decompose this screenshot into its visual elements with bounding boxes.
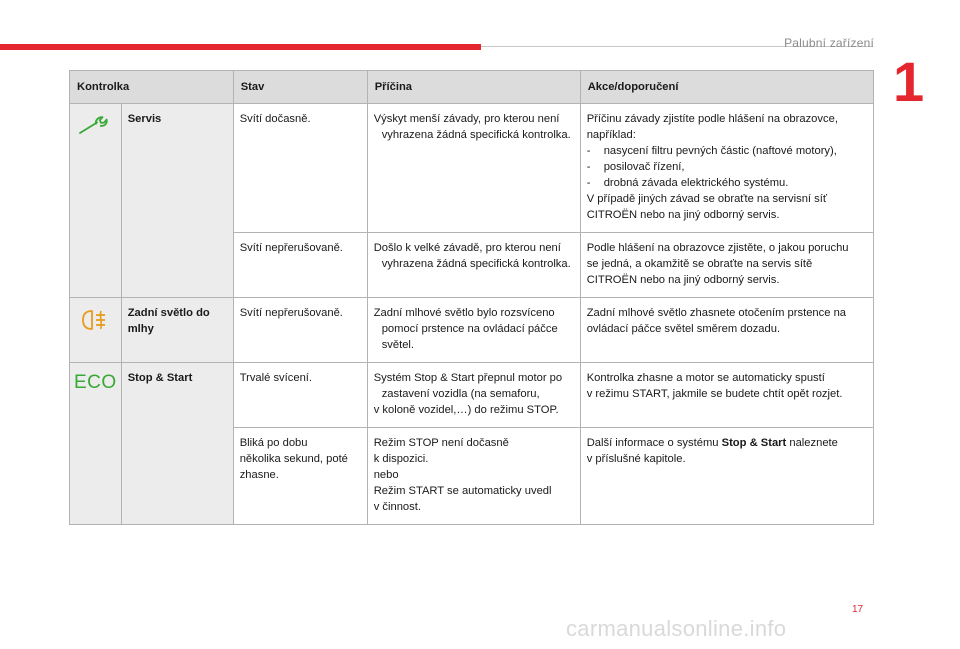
- stop-stav-2-line1: Bliká po dobu: [239, 437, 308, 449]
- stop-pricina-1-line1: Systém Stop & Start přepnul motor po zastavení vozidla (na semaforu,: [373, 372, 563, 400]
- servis-pricina-1-text: Výskyt menší závady, pro kterou není vyhrazena žádná specifická kontrolka.: [373, 113, 571, 141]
- col-header-pricina: Příčina: [367, 71, 580, 104]
- stop-akce-2-line1: [587, 435, 867, 451]
- servis-akce-intro: Příčinu závady zjistíte podle hlášení na obrazovce, například:: [586, 113, 838, 141]
- fog-pricina-text: Zadní mlhové světlo bylo rozsvíceno pomocí prstence na ovládací páčce světel.: [373, 307, 558, 351]
- servis-name: Servis: [121, 104, 233, 298]
- servis-pricina-1: [367, 104, 580, 233]
- stop-name: Stop & Start: [121, 363, 233, 525]
- stop-akce-1-line2: v režimu START, jakmile se budete chtít opět rozjet.: [586, 388, 843, 400]
- servis-akce-2-line3: CITROËN nebo na jiný odborný servis.: [586, 274, 780, 286]
- stop-pricina-2-line4: Režim START se automaticky uvedl: [373, 485, 552, 497]
- list-item: - nasycení filtru pevných částic (naftové motory),: [586, 145, 837, 157]
- stop-akce-1: [580, 363, 873, 428]
- col-header-stav: Stav: [233, 71, 367, 104]
- stop-pricina-1-line2: v koloně vozidel,…) do režimu STOP.: [373, 404, 559, 416]
- servis-bullet-1: nasycení filtru pevných částic (naftové motory),: [603, 145, 837, 157]
- stop-stav-2: [233, 428, 367, 525]
- stop-akce-2: [580, 428, 873, 525]
- wrench-icon: [77, 114, 113, 136]
- chapter-number: 1: [893, 50, 925, 113]
- fog-akce-line2: ovládací páčce světel směrem dozadu.: [586, 323, 781, 335]
- stop-akce-1-line1: Kontrolka zhasne a motor se automaticky spustí: [586, 372, 825, 384]
- page-number: 17: [852, 604, 864, 615]
- list-item: - posilovač řízení,: [586, 161, 685, 173]
- table-row: [70, 104, 874, 233]
- col-header-akce: Akce/doporučení: [580, 71, 873, 104]
- table-row: [70, 298, 874, 363]
- fog-stav: Svítí nepřerušovaně.: [233, 298, 367, 363]
- col-header-kontrolka: Kontrolka: [70, 71, 234, 104]
- fog-pricina: [367, 298, 580, 363]
- servis-akce-2-line2: se jedná, a okamžitě se obraťte na servis sítě: [586, 258, 813, 270]
- stop-akce-2-line2: v příslušné kapitole.: [586, 453, 686, 465]
- table-header-row: [70, 71, 874, 104]
- watermark: carmanualsonline.info: [566, 616, 787, 641]
- servis-stav-1: Svítí dočasně.: [233, 104, 367, 233]
- servis-stav-2: Svítí nepřerušovaně.: [233, 233, 367, 298]
- servis-akce-2-line1: Podle hlášení na obrazovce zjistěte, o jakou poruchu: [586, 242, 849, 254]
- stop-pricina-2-line5: v činnost.: [373, 501, 421, 513]
- servis-akce-1: [580, 104, 873, 233]
- servis-bullet-3: drobná závada elektrického systému.: [603, 177, 789, 189]
- list-item: - drobná závada elektrického systému.: [586, 177, 789, 189]
- stop-akce-2-pre: Další informace o systému: [586, 437, 722, 449]
- table-row: [70, 363, 874, 428]
- servis-akce-outro-2: CITROËN nebo na jiný odborný servis.: [586, 209, 780, 221]
- servis-icon-cell: [70, 104, 122, 298]
- rear-fog-light-icon: [80, 308, 110, 332]
- servis-akce-outro-1: V případě jiných závad se obraťte na servisní síť: [586, 193, 828, 205]
- stop-pricina-1: [367, 363, 580, 428]
- eco-icon: ECO: [74, 372, 117, 393]
- servis-akce-2: [580, 233, 873, 298]
- stop-pricina-2: [367, 428, 580, 525]
- stop-icon-cell: [70, 363, 122, 525]
- fog-akce-line1: Zadní mlhové světlo zhasnete otočením prstence na: [586, 307, 847, 319]
- stop-pricina-2-line1: Režim STOP není dočasně: [373, 437, 509, 449]
- stop-pricina-2-line2: k dispozici.: [373, 453, 429, 465]
- stop-pricina-2-line3: nebo: [373, 469, 399, 481]
- warning-lights-table: [69, 70, 874, 525]
- stop-akce-2-bold: Stop & Start: [721, 437, 787, 449]
- fog-name: Zadní světlo do mlhy: [121, 298, 233, 363]
- servis-pricina-2-text: Došlo k velké závadě, pro kterou není vyhrazena žádná specifická kontrolka.: [373, 242, 571, 270]
- stop-stav-2-line3: zhasne.: [239, 469, 279, 481]
- section-title: Palubní zařízení: [784, 36, 874, 50]
- servis-bullet-2: posilovač řízení,: [603, 161, 685, 173]
- stop-stav-2-line2: několika sekund, poté: [239, 453, 348, 465]
- fog-akce: [580, 298, 873, 363]
- fog-icon-cell: [70, 298, 122, 363]
- stop-stav-1: Trvalé svícení.: [233, 363, 367, 428]
- servis-pricina-2: [367, 233, 580, 298]
- stop-akce-2-post: naleznete: [786, 437, 838, 449]
- header-red-bar: [0, 44, 481, 50]
